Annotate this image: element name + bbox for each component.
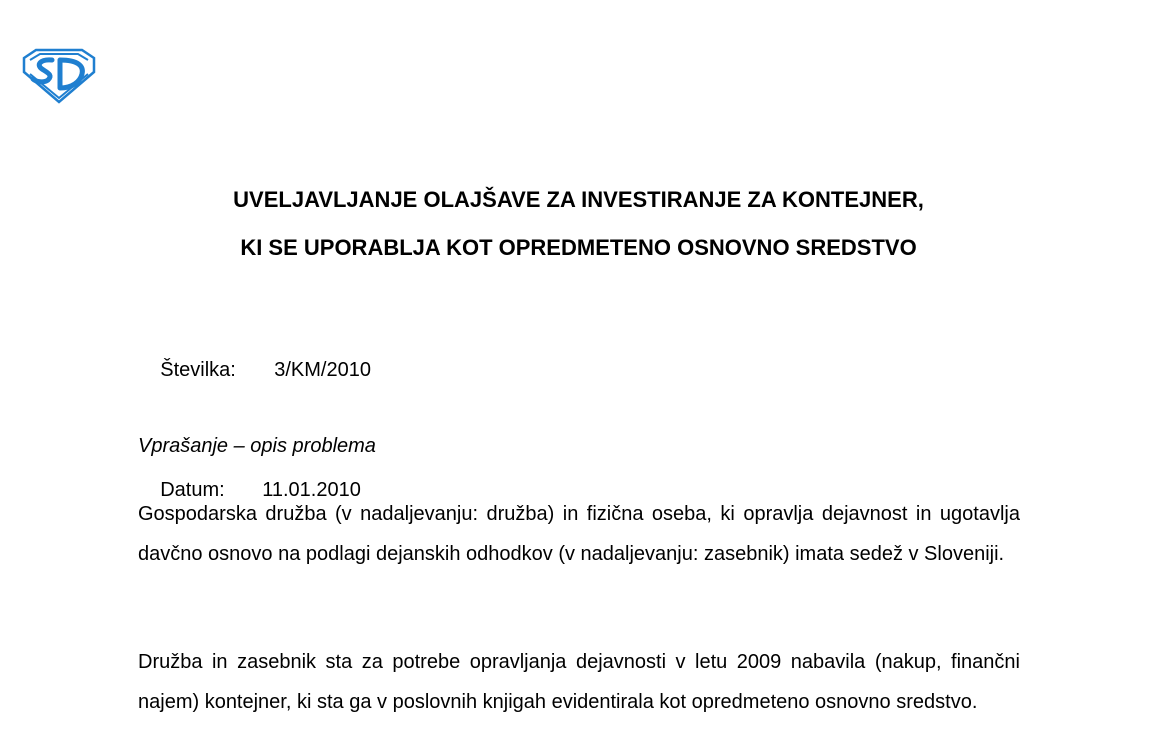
paragraph-2: Družba in zasebnik sta za potrebe opravljanja dejavnosti v letu 2009 nabavila (nakup, finančni najem) kontejner, ki sta ga v poslovnih knjigah evidentirala kot opredmeteno osnovno sredstvo. [138, 651, 1020, 713]
paragraph-1: Gospodarska družba (v nadaljevanju: družba) in fizična oseba, ki opravlja dejavnost in ugotavlja davčno osnovo na podlagi dejanskih odhodkov (v nadaljevanju: zasebnik) imata sedež v Sloveniji. [138, 503, 1020, 565]
number-value: 3/KM/2010 [274, 359, 371, 381]
section-heading: Vprašanje – opis problema [138, 435, 376, 457]
date-value: 11.01.2010 [262, 479, 361, 501]
date-label: Datum: [160, 479, 225, 501]
number-label: Številka: [160, 359, 236, 381]
sd-logo [22, 48, 96, 104]
title-line-1: UVELJAVLJANJE OLAJŠAVE ZA INVESTIRANJE ZA KONTEJNER, [233, 187, 924, 212]
number-row [138, 310, 371, 430]
document-title [0, 176, 1157, 272]
title-line-2: KI SE UPORABLJA KOT OPREDMETENO OSNOVNO SREDSTVO [240, 235, 917, 260]
